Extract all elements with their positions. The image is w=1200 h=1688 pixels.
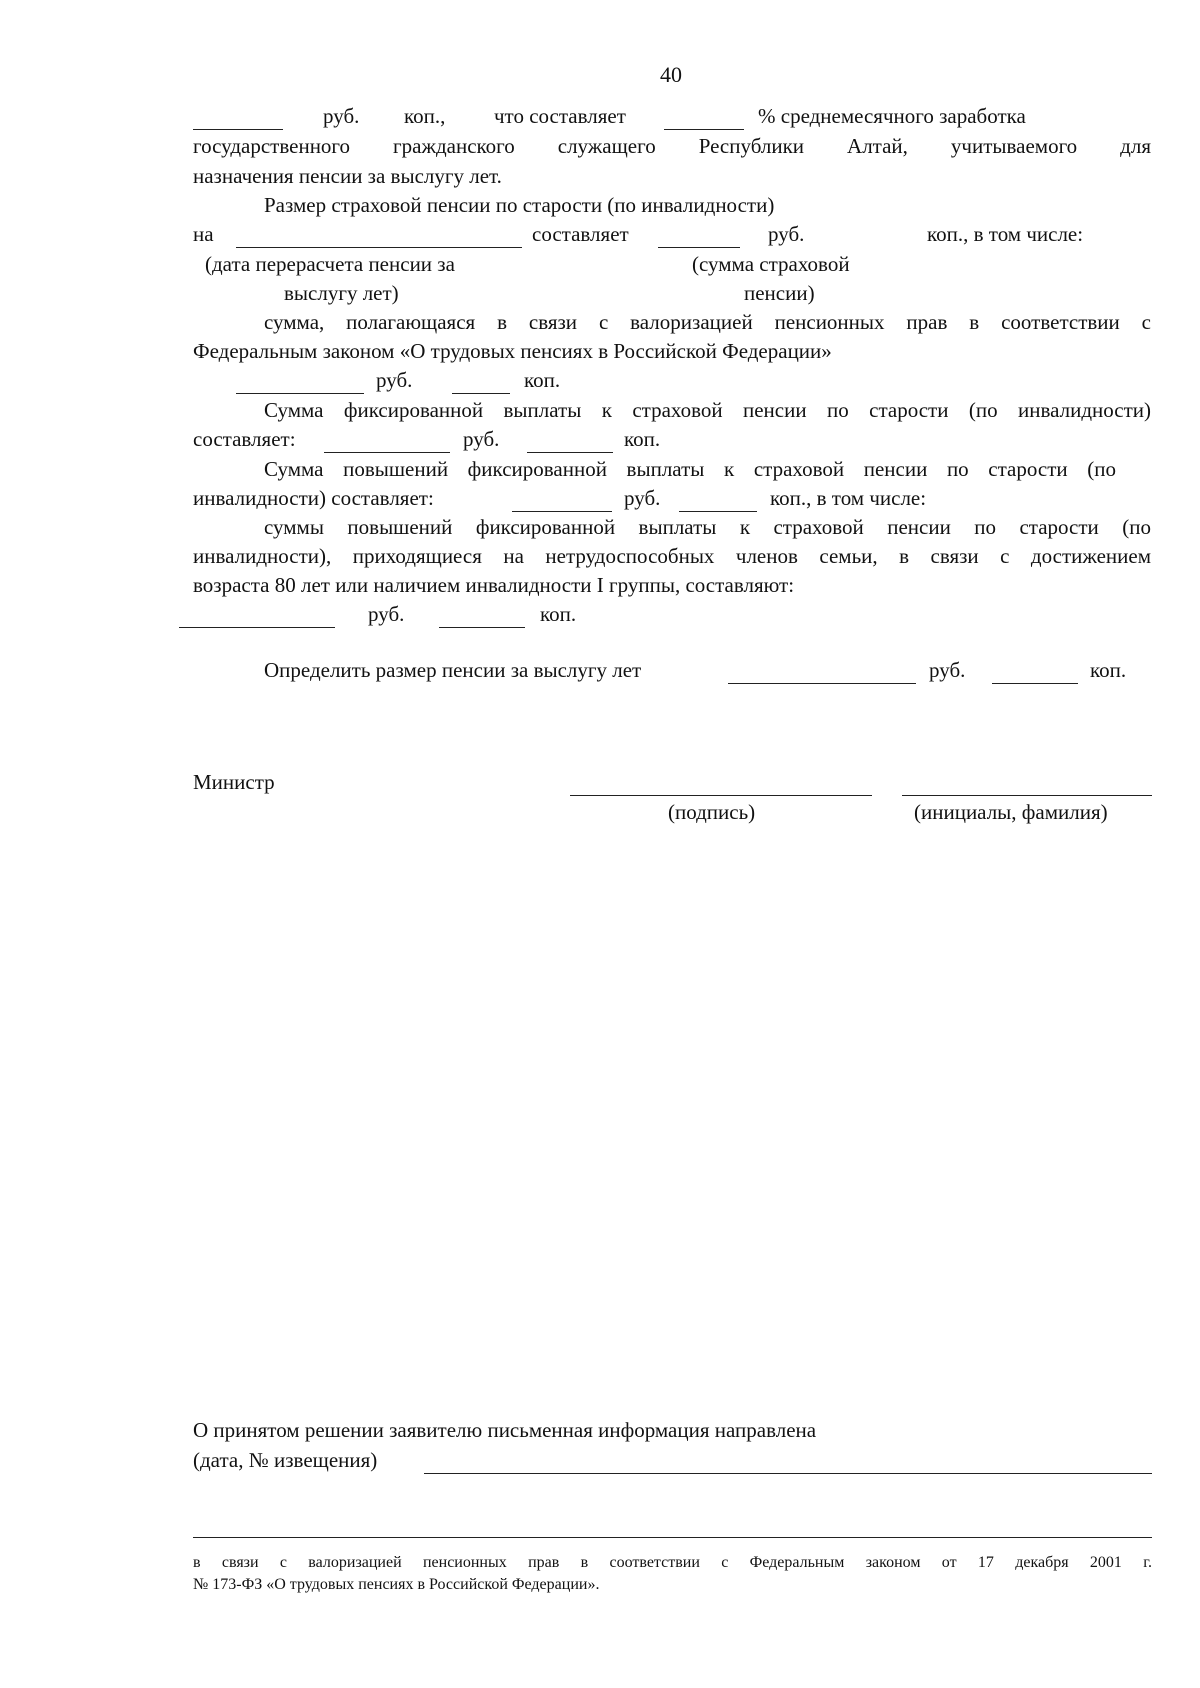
footnote-line1: в связи с валоризацией пенсионных прав в соответствии с Федеральным законом от 17 декабря 2001 г. [193, 1554, 1152, 1571]
determine-rub-label: руб. [929, 658, 966, 682]
kop-label: коп., [404, 104, 446, 128]
footnote-line2: № 173-ФЗ «О трудовых пенсиях в Российской Федерации». [193, 1576, 600, 1593]
rub-label: руб. [323, 104, 360, 128]
footnote-separator [193, 1537, 1152, 1538]
signature-line[interactable] [570, 795, 872, 796]
increase-line1: Сумма повышений фиксированной выплаты к страховой пенсии по старости (по [264, 457, 1116, 481]
para1-line3: назначения пенсии за выслугу лет. [193, 164, 502, 188]
blank-increase-rub[interactable] [512, 511, 612, 512]
blank-rub-1[interactable] [193, 129, 283, 130]
fixed-rub-label: руб. [463, 427, 500, 451]
increase-kop-label: коп., в том числе: [770, 486, 927, 510]
para1-line2: государственного гражданского служащего Республики Алтай, учитываемого для [193, 134, 1151, 158]
blank-insurance-rub[interactable] [658, 247, 740, 248]
minister-label: Министр [193, 770, 275, 794]
blank-fixed-rub[interactable] [324, 452, 450, 453]
increase-line2: инвалидности) составляет: [193, 486, 434, 510]
notice-line2: (дата, № извещения) [193, 1448, 378, 1472]
blank-date[interactable] [236, 247, 522, 248]
blank-valorization-kop[interactable] [452, 393, 510, 394]
insurance-rub-label: руб. [768, 222, 805, 246]
increase-rub-label: руб. [624, 486, 661, 510]
blank-valorization-rub[interactable] [236, 393, 364, 394]
sostavlyaet-label: составляет [532, 222, 629, 246]
family-rub-label: руб. [368, 602, 405, 626]
sum-hint-2: пенсии) [744, 281, 815, 305]
fixed-kop-label: коп. [624, 427, 661, 451]
page-number: 40 [660, 62, 682, 87]
valorization-line1: сумма, полагающаяся в связи с валоризацией пенсионных прав в соответствии с [264, 310, 1151, 334]
date-hint-1: (дата перерасчета пенсии за [205, 252, 455, 276]
insurance-kop-label: коп., в том числе: [927, 222, 1084, 246]
insurance-title: Размер страховой пенсии по старости (по инвалидности) [264, 193, 775, 217]
blank-percent[interactable] [664, 129, 744, 130]
na-label: на [193, 222, 214, 246]
valorization-line2: Федеральным законом «О трудовых пенсиях в Российской Федерации» [193, 339, 832, 363]
notice-blank[interactable] [424, 1473, 1152, 1474]
signature-hint: (подпись) [668, 800, 756, 824]
blank-determine-rub[interactable] [728, 683, 916, 684]
family-line3: возраста 80 лет или наличием инвалидности I группы, составляют: [193, 573, 795, 597]
notice-line1: О принятом решении заявителю письменная информация направлена [193, 1418, 817, 1442]
valorization-rub-label: руб. [376, 368, 413, 392]
name-hint: (инициалы, фамилия) [914, 800, 1108, 824]
determine-text: Определить размер пенсии за выслугу лет [264, 658, 642, 682]
sum-hint-1: (сумма страховой [692, 252, 850, 276]
chto-label: что составляет [494, 104, 626, 128]
blank-family-kop[interactable] [439, 627, 525, 628]
name-line[interactable] [902, 795, 1152, 796]
determine-kop-label: коп. [1090, 658, 1127, 682]
family-line1: суммы повышений фиксированной выплаты к страховой пенсии по старости (по [264, 515, 1151, 539]
blank-determine-kop[interactable] [992, 683, 1078, 684]
family-line2: инвалидности), приходящиеся на нетрудоспособных членов семьи, в связи с достижением [193, 544, 1151, 568]
percent-label: % среднемесячного заработка [758, 104, 1026, 128]
date-hint-2: выслугу лет) [284, 281, 399, 305]
fixed-sostavlyaet: составляет: [193, 427, 296, 451]
blank-family-rub[interactable] [179, 627, 335, 628]
valorization-kop-label: коп. [524, 368, 561, 392]
blank-increase-kop[interactable] [679, 511, 757, 512]
blank-fixed-kop[interactable] [527, 452, 613, 453]
family-kop-label: коп. [540, 602, 577, 626]
fixed-line1: Сумма фиксированной выплаты к страховой пенсии по старости (по инвалидности) [264, 398, 1151, 422]
